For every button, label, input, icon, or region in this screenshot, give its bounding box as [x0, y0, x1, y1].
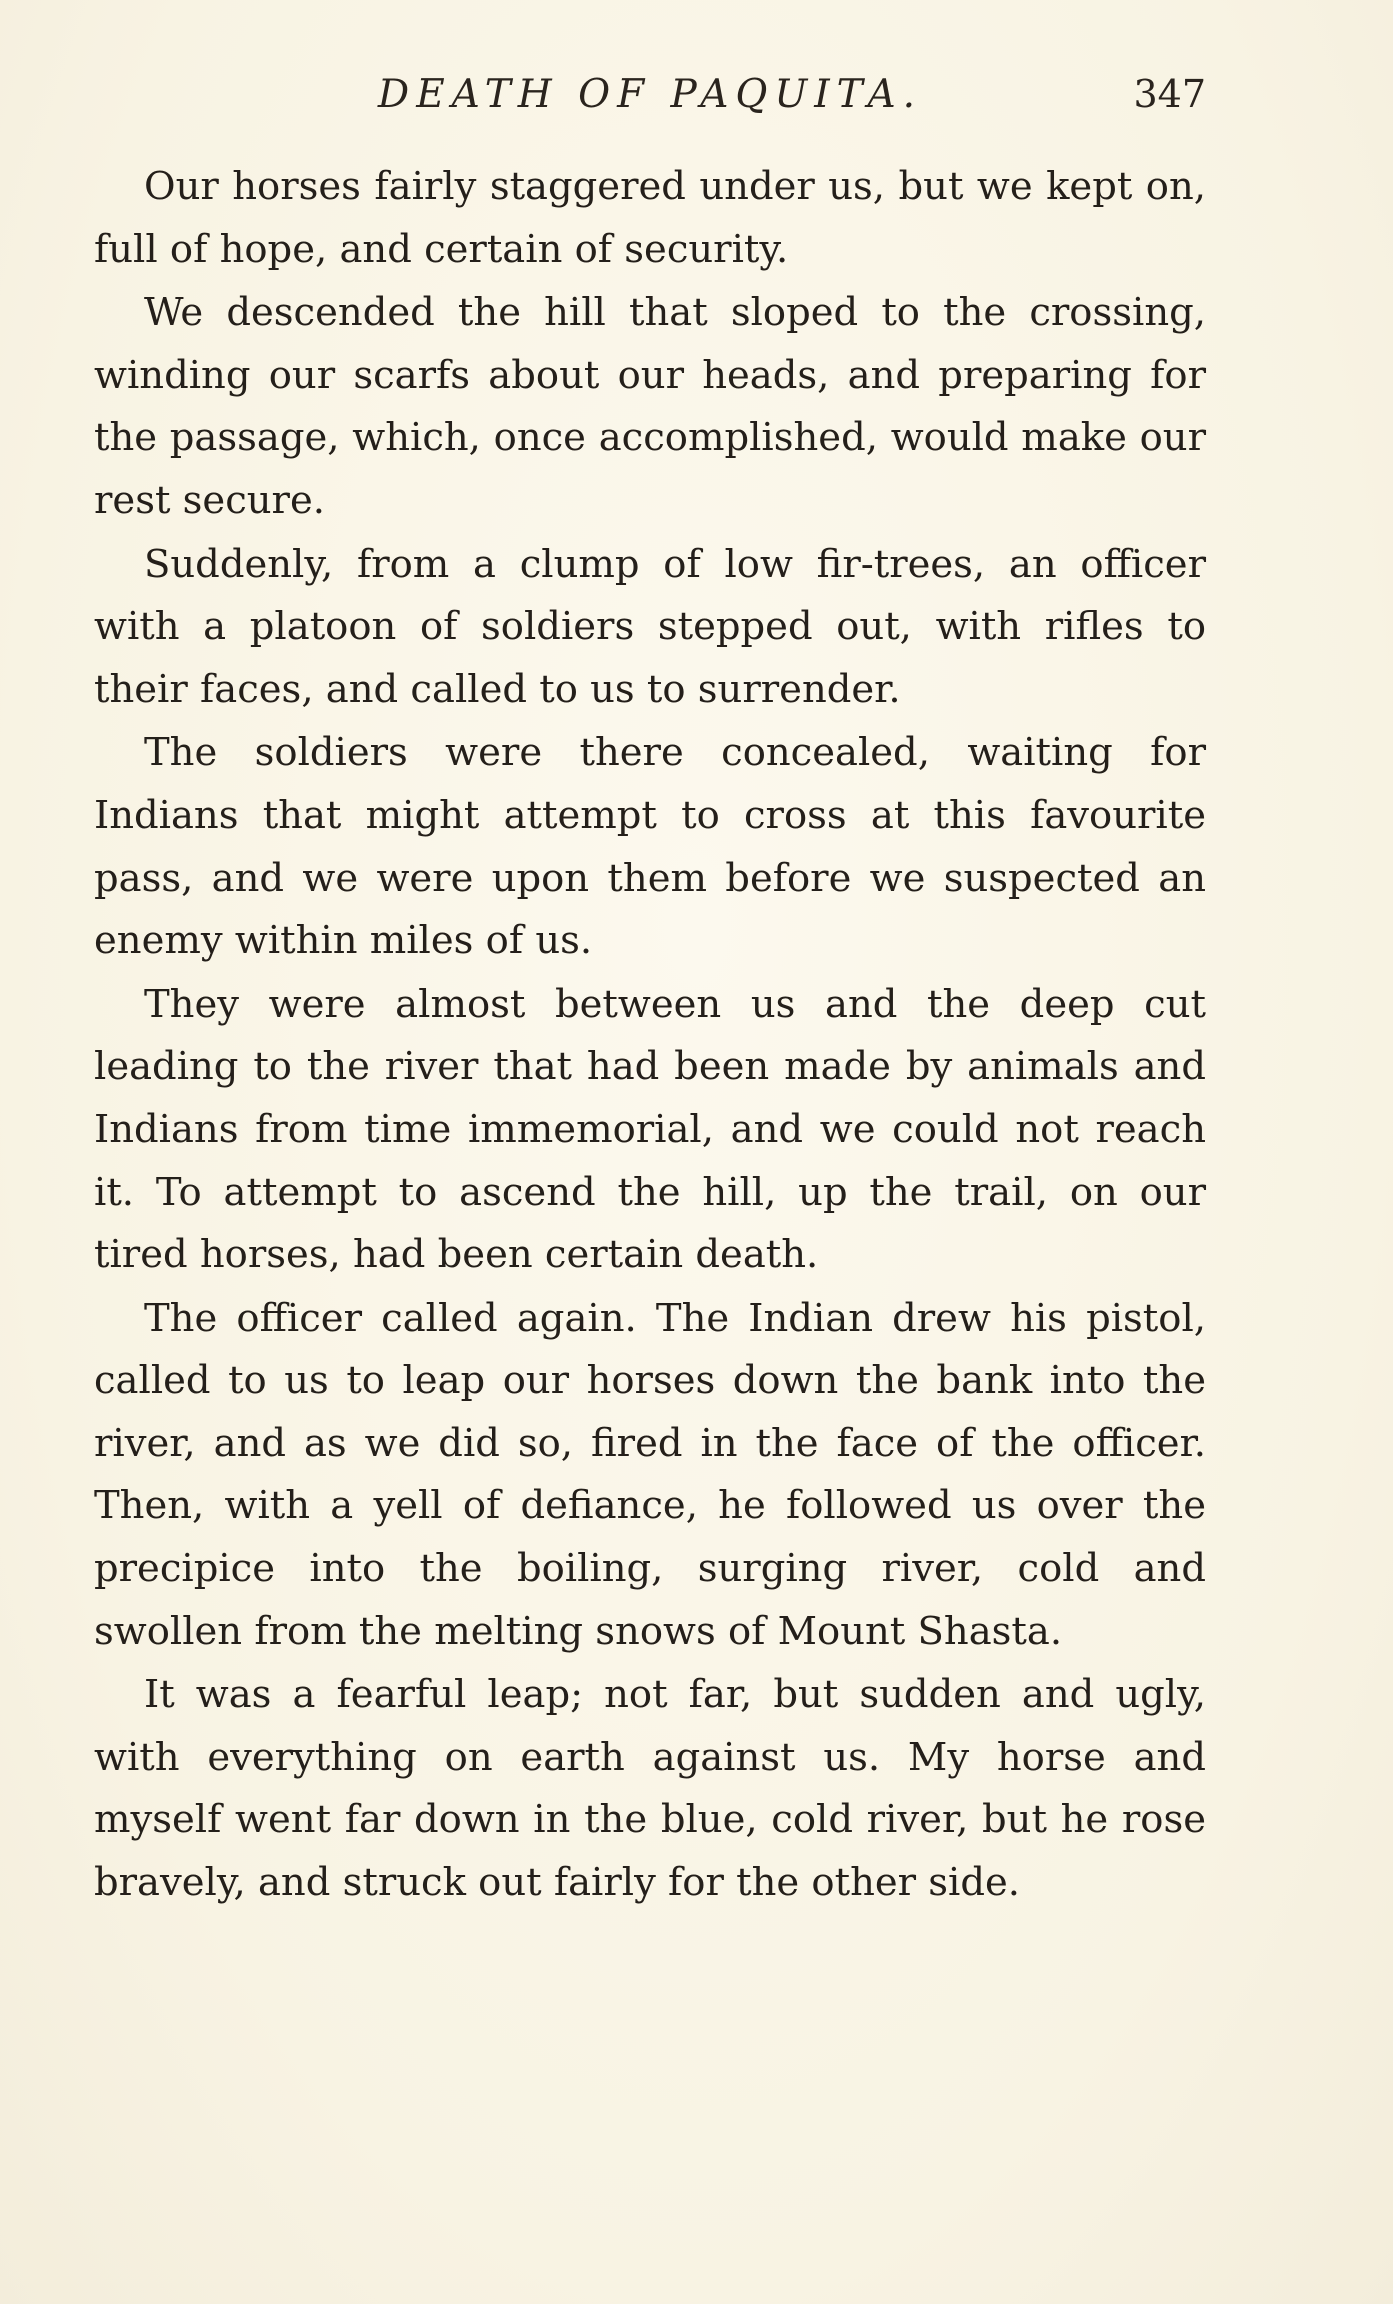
paragraph: They were almost between us and the deep cut leading to the river that had been made by animals and Indians from time immemorial, and we could not reach it. To attempt to ascend the hill, up the trail, on our tired horses, had been certain death.	[94, 981, 1206, 1278]
paragraph: Suddenly, from a clump of low fir-trees, an officer with a platoon of soldiers stepped out, with rifles to their faces, and called to us to surrender.	[94, 541, 1206, 712]
chapter-title: DEATH OF PAQUITA.	[377, 72, 923, 117]
paragraph: We descended the hill that sloped to the crossing, winding our scarfs about our heads, and preparing for the passage, which, once accomplished, would make our rest secure.	[94, 290, 1206, 523]
running-head	[94, 72, 1206, 132]
paragraph: The officer called again. The Indian drew his pistol, called to us to leap our horses down the bank into the river, and as we did so, fired in the face of the officer. Then, with a yell of defiance, he followed us over the precipice into the boiling, surging river, cold and swollen from the melting snows of Mount Shasta.	[94, 1295, 1206, 1654]
paragraph: Our horses fairly staggered under us, but we kept on, full of hope, and certain of security.	[94, 164, 1206, 272]
paragraph: It was a fearful leap; not far, but sudden and ugly, with everything on earth against us. My horse and myself went far down in the blue, cold river, but he rose bravely, and struck out fairly for the other side.	[94, 1672, 1206, 1906]
page-number: 347	[1133, 72, 1206, 116]
paragraph: The soldiers were there concealed, waiting for Indians that might attempt to cross at this favourite pass, and we were upon them before we suspected an enemy within miles of us.	[94, 730, 1206, 964]
body-text	[94, 156, 1206, 1916]
